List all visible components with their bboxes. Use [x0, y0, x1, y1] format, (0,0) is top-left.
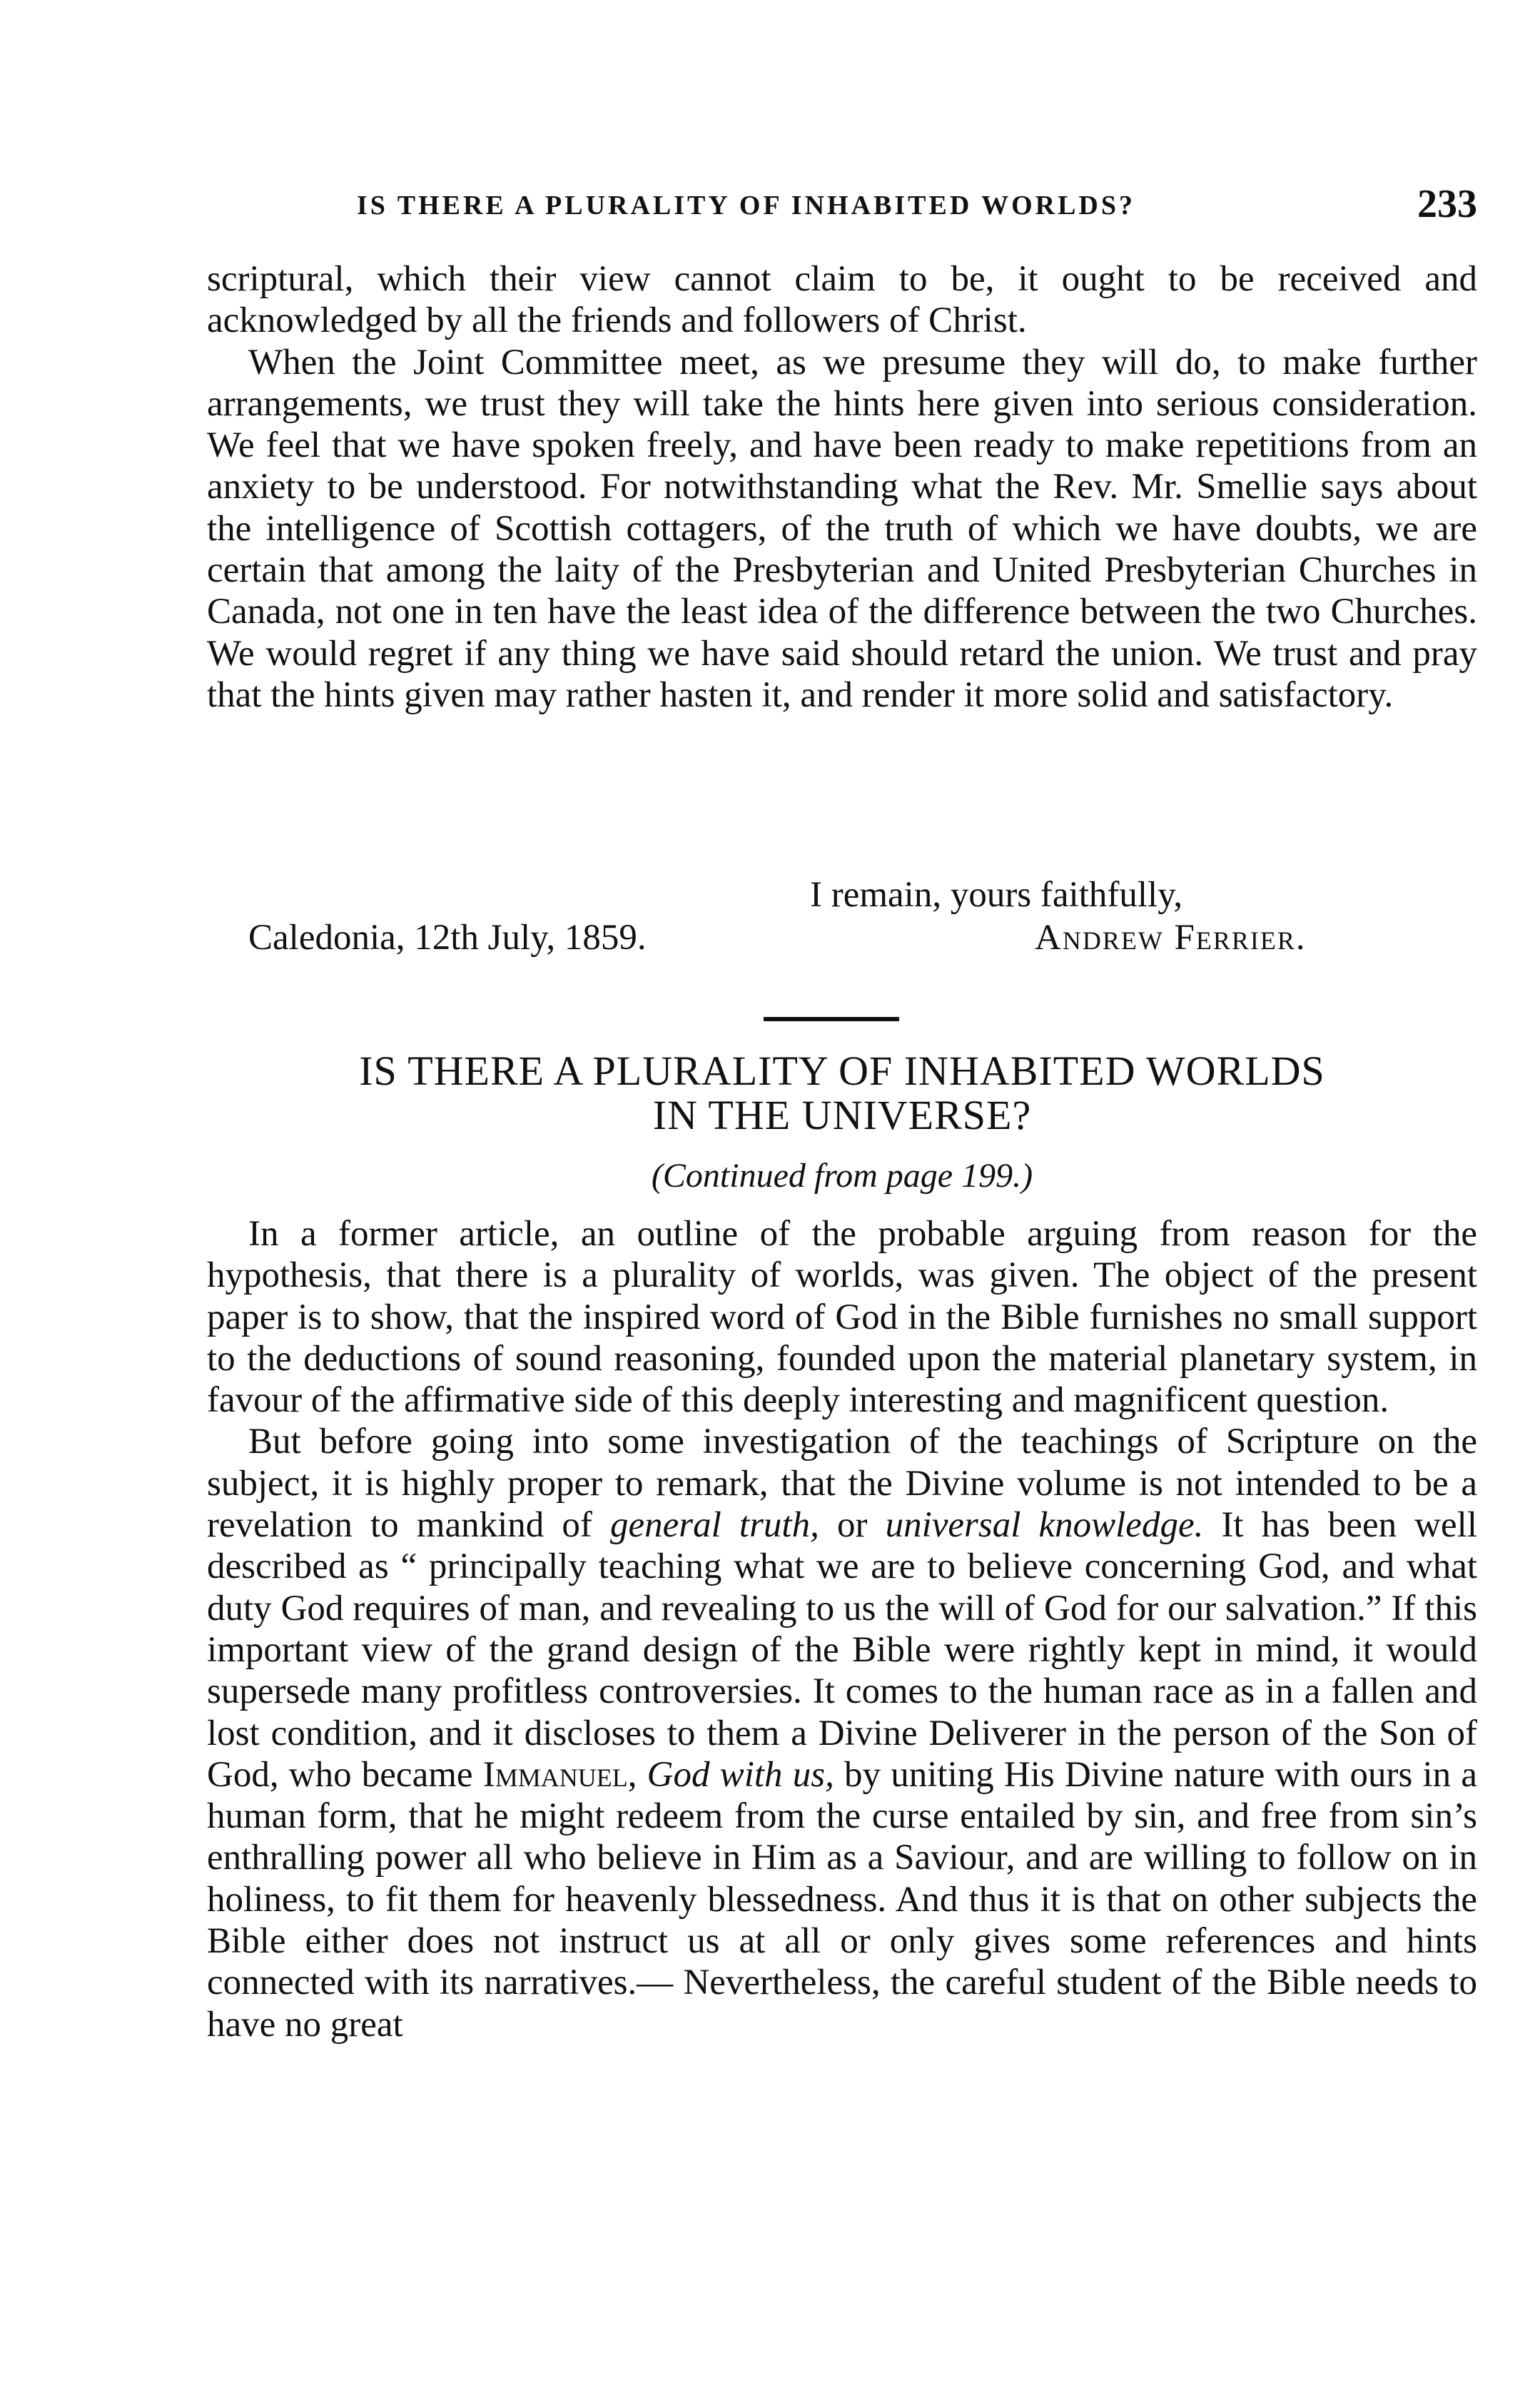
- article-paragraph-2: [207, 1421, 1477, 2045]
- emphasis-god-with-us: God with us,: [647, 1754, 834, 1795]
- letter-body: [207, 258, 1477, 716]
- smallcaps-immanuel: Immanuel,: [482, 1754, 637, 1795]
- running-title: IS THERE A PLURALITY OF INHABITED WORLDS?: [357, 191, 1136, 221]
- letter-closing: I remain, yours faithfully,: [810, 875, 1183, 915]
- article-paragraph-2-part-d: [637, 1755, 647, 1795]
- emphasis-general-truth: general truth,: [610, 1505, 819, 1546]
- page-number: 233: [1417, 182, 1477, 226]
- letter-paragraph-2: When the Joint Committee meet, as we presume they will do, to make further arrangements, we trust they will take the hints here given into serious consideration. We feel that we have spoken freely, and have been ready to make repetitions from an anxiety to be understood. For notwithstanding what the Rev. Mr. Smellie says about the intelligence of Scottish cottagers, of the truth of which we have doubts, we are certain that among the laity of the Presbyterian and United Presbyterian Churches in Canada, not one in ten have the least idea of the difference between the two Churches. We would regret if any thing we have said should retard the union. We trust and pray that the hints given may rather hasten it, and render it more solid and satisfactory.: [207, 342, 1477, 715]
- running-header: [207, 184, 1477, 234]
- continued-text: (Continued from page 199.): [651, 1157, 1033, 1195]
- article-paragraph-2-part-c: It has been well described as “ principally teaching what we are to believe concerning God, and what duty God requires of man, and revealing to us the will of God for our salvation.” If this important view of the grand design of the Bible were rightly kept in mind, it would supersede many profitless controversies. It comes to the human race as in a fallen and lost condition, and it discloses to them a Divine Deliverer in the person of the Son of God, who became: [207, 1505, 1478, 1795]
- emphasis-universal-knowledge: universal knowledge.: [885, 1505, 1204, 1546]
- article-paragraph-2-part-a: But before going into some investigation of the teachings of Scripture on the subject, it is highly proper to remark, that the Divine volume is not intended to be a revelation to mankind of: [207, 1422, 1477, 1546]
- article-paragraph-1: In a former article, an outline of the probable arguing from reason for the hypothesis, that there is a plurality of worlds, was given. The object of the present paper is to show, that the inspired word of God in the Bible furnishes no small support to the deductions of sound reasoning, founded upon the material planetary system, in favour of the affirmative side of this deeply interesting and magnificent question.: [207, 1214, 1477, 1421]
- section-divider: [764, 1017, 899, 1021]
- letter-paragraph-1: scriptural, which their view cannot claim to be, it ought to be received and acknowledged by all the friends and followers of Christ.: [207, 259, 1477, 341]
- place-date: Caledonia, 12th July, 1859.: [248, 918, 647, 958]
- article-title: [207, 1049, 1477, 1138]
- article-title-line-2: IN THE UNIVERSE?: [652, 1092, 1032, 1138]
- article-paragraph-2-part-b: or: [819, 1505, 886, 1546]
- continued-note: [207, 1156, 1477, 1195]
- article-body: [207, 1213, 1477, 2045]
- article-title-line-1: IS THERE A PLURALITY OF INHABITED WORLDS: [359, 1048, 1325, 1094]
- signature: Andrew Ferrier.: [1035, 918, 1307, 958]
- article-paragraph-2-part-e: by uniting His Divine nature with ours in a human form, that he might redeem from the curse entailed by sin, and free from sin’s enthralling power all who believe in Him as a Saviour, and are willing to follow on in holiness, to fit them for heavenly blessedness. And thus it is that on other subjects the Bible either does not instruct us at all or only gives some references and hints connected with its narratives.— Nevertheless, the careful student of the Bible needs to have no great: [207, 1754, 1477, 2045]
